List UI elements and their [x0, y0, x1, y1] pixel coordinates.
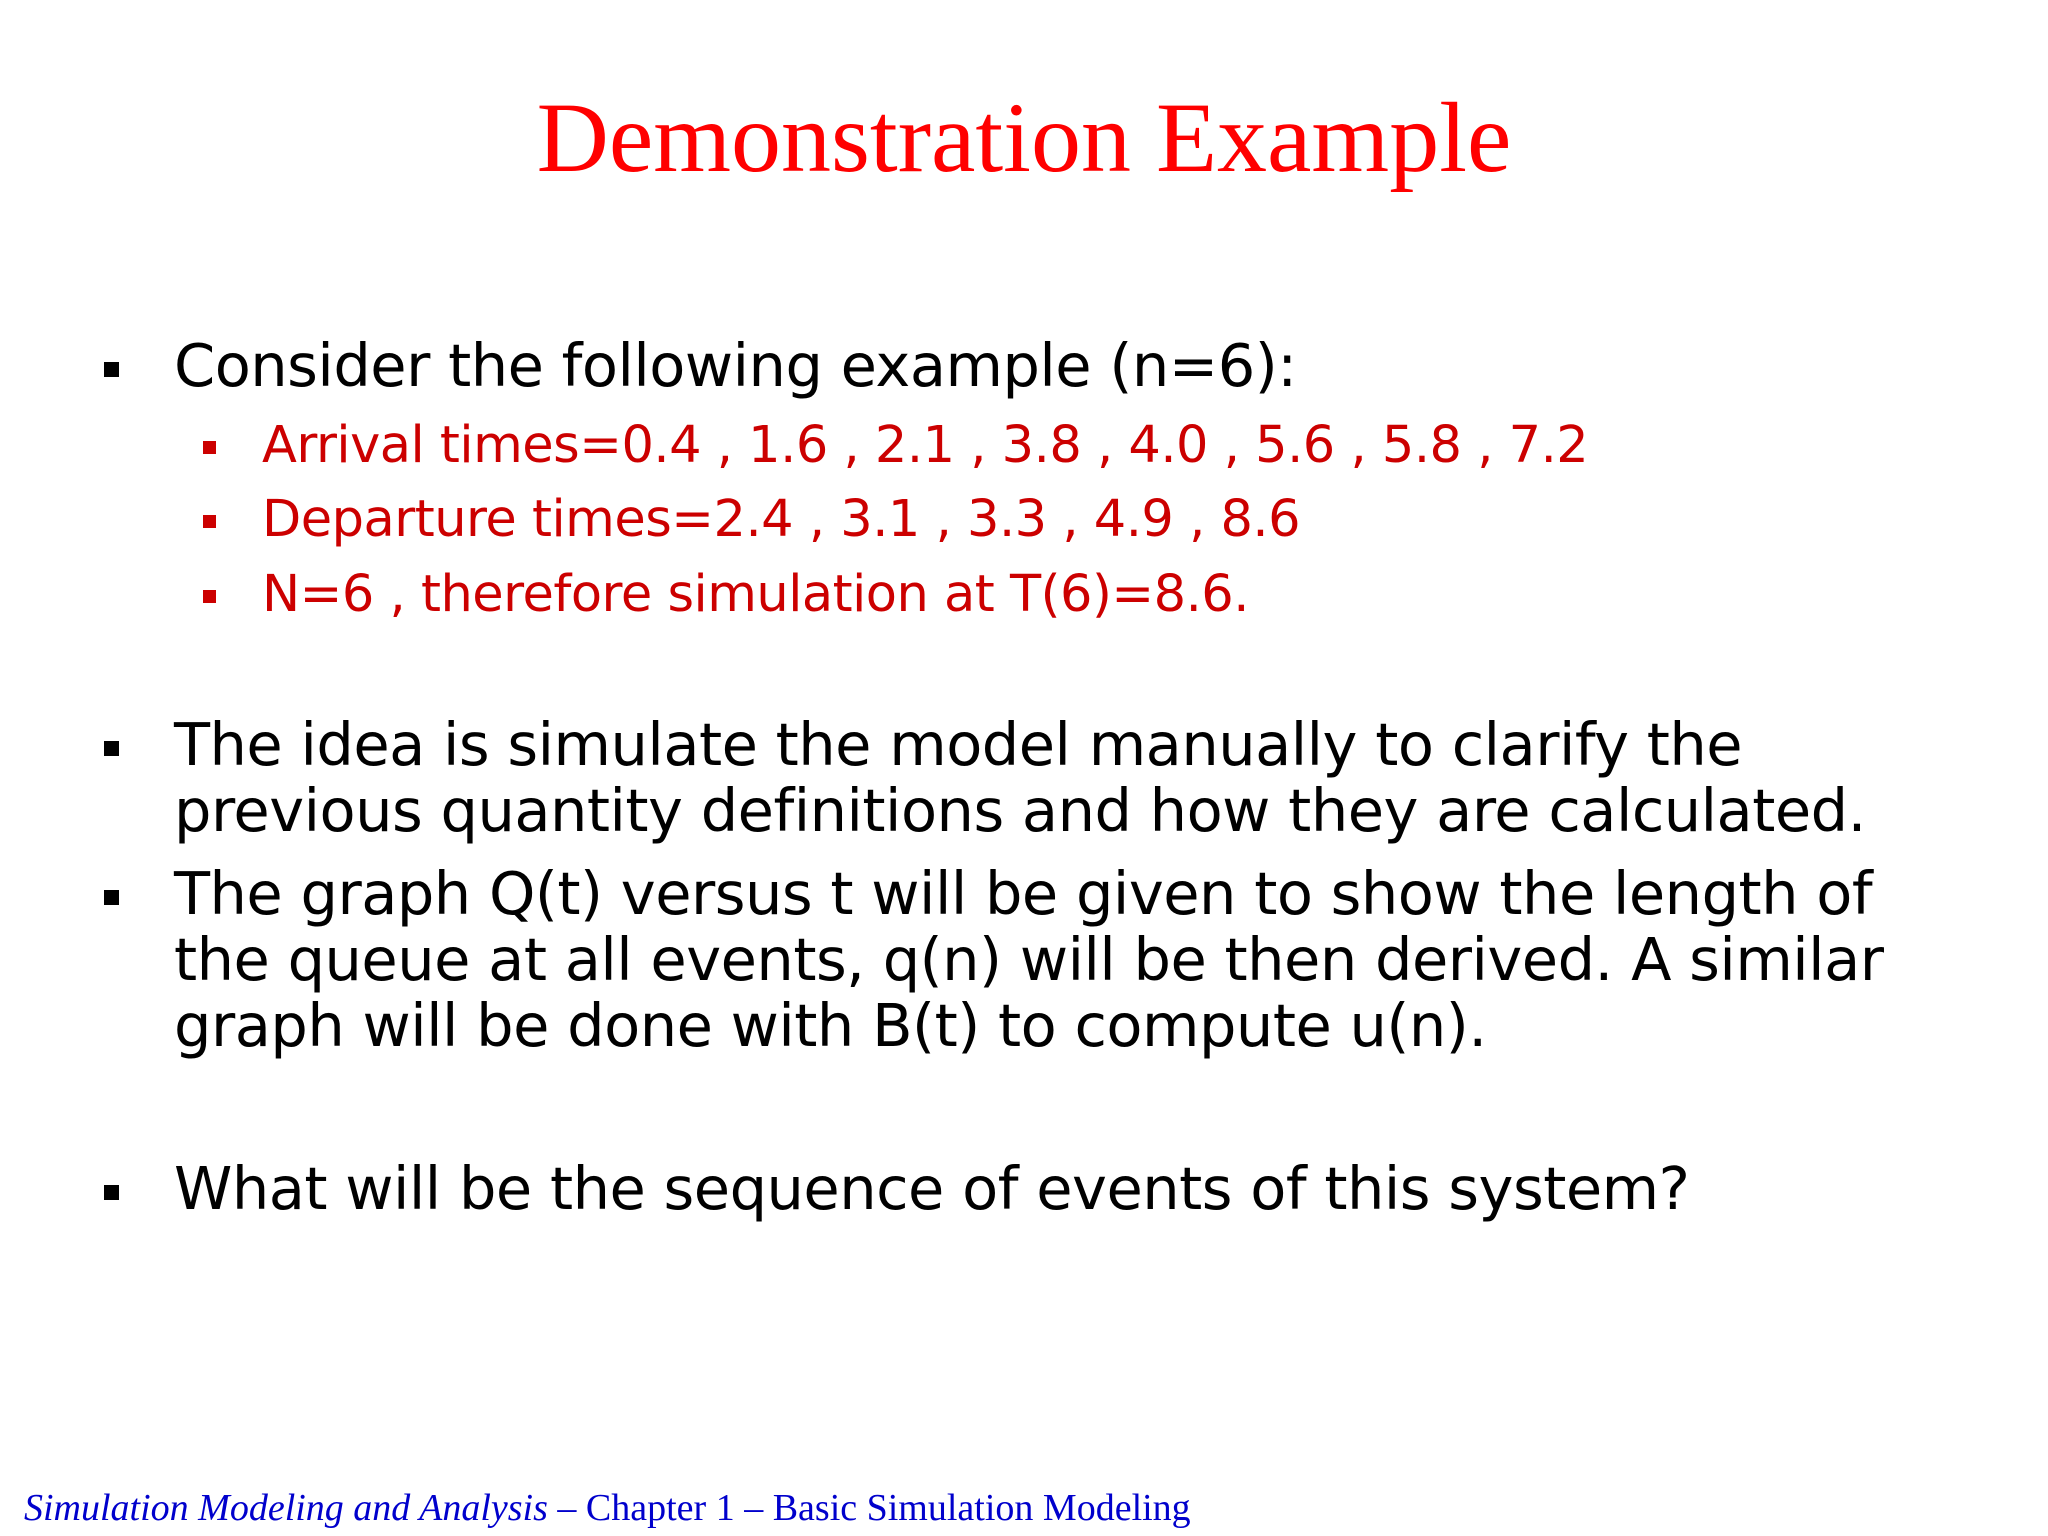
bullet-1: Consider the following example (n=6): [174, 331, 1297, 400]
footer [24, 1486, 1191, 1530]
bullet-marker-icon [104, 1185, 119, 1200]
bullet-marker-icon [104, 890, 119, 905]
bullet-4: What will be the sequence of events of this system? [174, 1154, 1690, 1223]
footer-chapter: – Chapter 1 – Basic Simulation Modeling [547, 1487, 1191, 1529]
subbullet-marker-icon [203, 590, 216, 603]
slide-title: Demonstration Example [536, 82, 1512, 193]
bullet-marker-icon [104, 362, 119, 377]
subbullet-arrival-times: Arrival times=0.4 , 1.6 , 2.1 , 3.8 , 4.0 , 5.6 , 5.8 , 7.2 [262, 416, 1589, 475]
footer-book-title: Simulation Modeling and Analysis [24, 1487, 548, 1529]
bullet-3: The graph Q(t) versus t will be given to show the length of the queue at all events, q(n) will be then derived. A similar graph will be done with B(t) to compute u(n). [174, 859, 1884, 1060]
subbullet-simulation-end: N=6 , therefore simulation at T(6)=8.6. [262, 565, 1249, 624]
bullet-2: The idea is simulate the model manually to clarify the previous quantity definitions and how they are calculated. [174, 710, 1866, 845]
subbullet-marker-icon [203, 515, 216, 528]
subbullet-marker-icon [203, 441, 216, 454]
subbullet-departure-times: Departure times=2.4 , 3.1 , 3.3 , 4.9 , 8.6 [262, 490, 1301, 549]
bullet-marker-icon [104, 741, 119, 756]
